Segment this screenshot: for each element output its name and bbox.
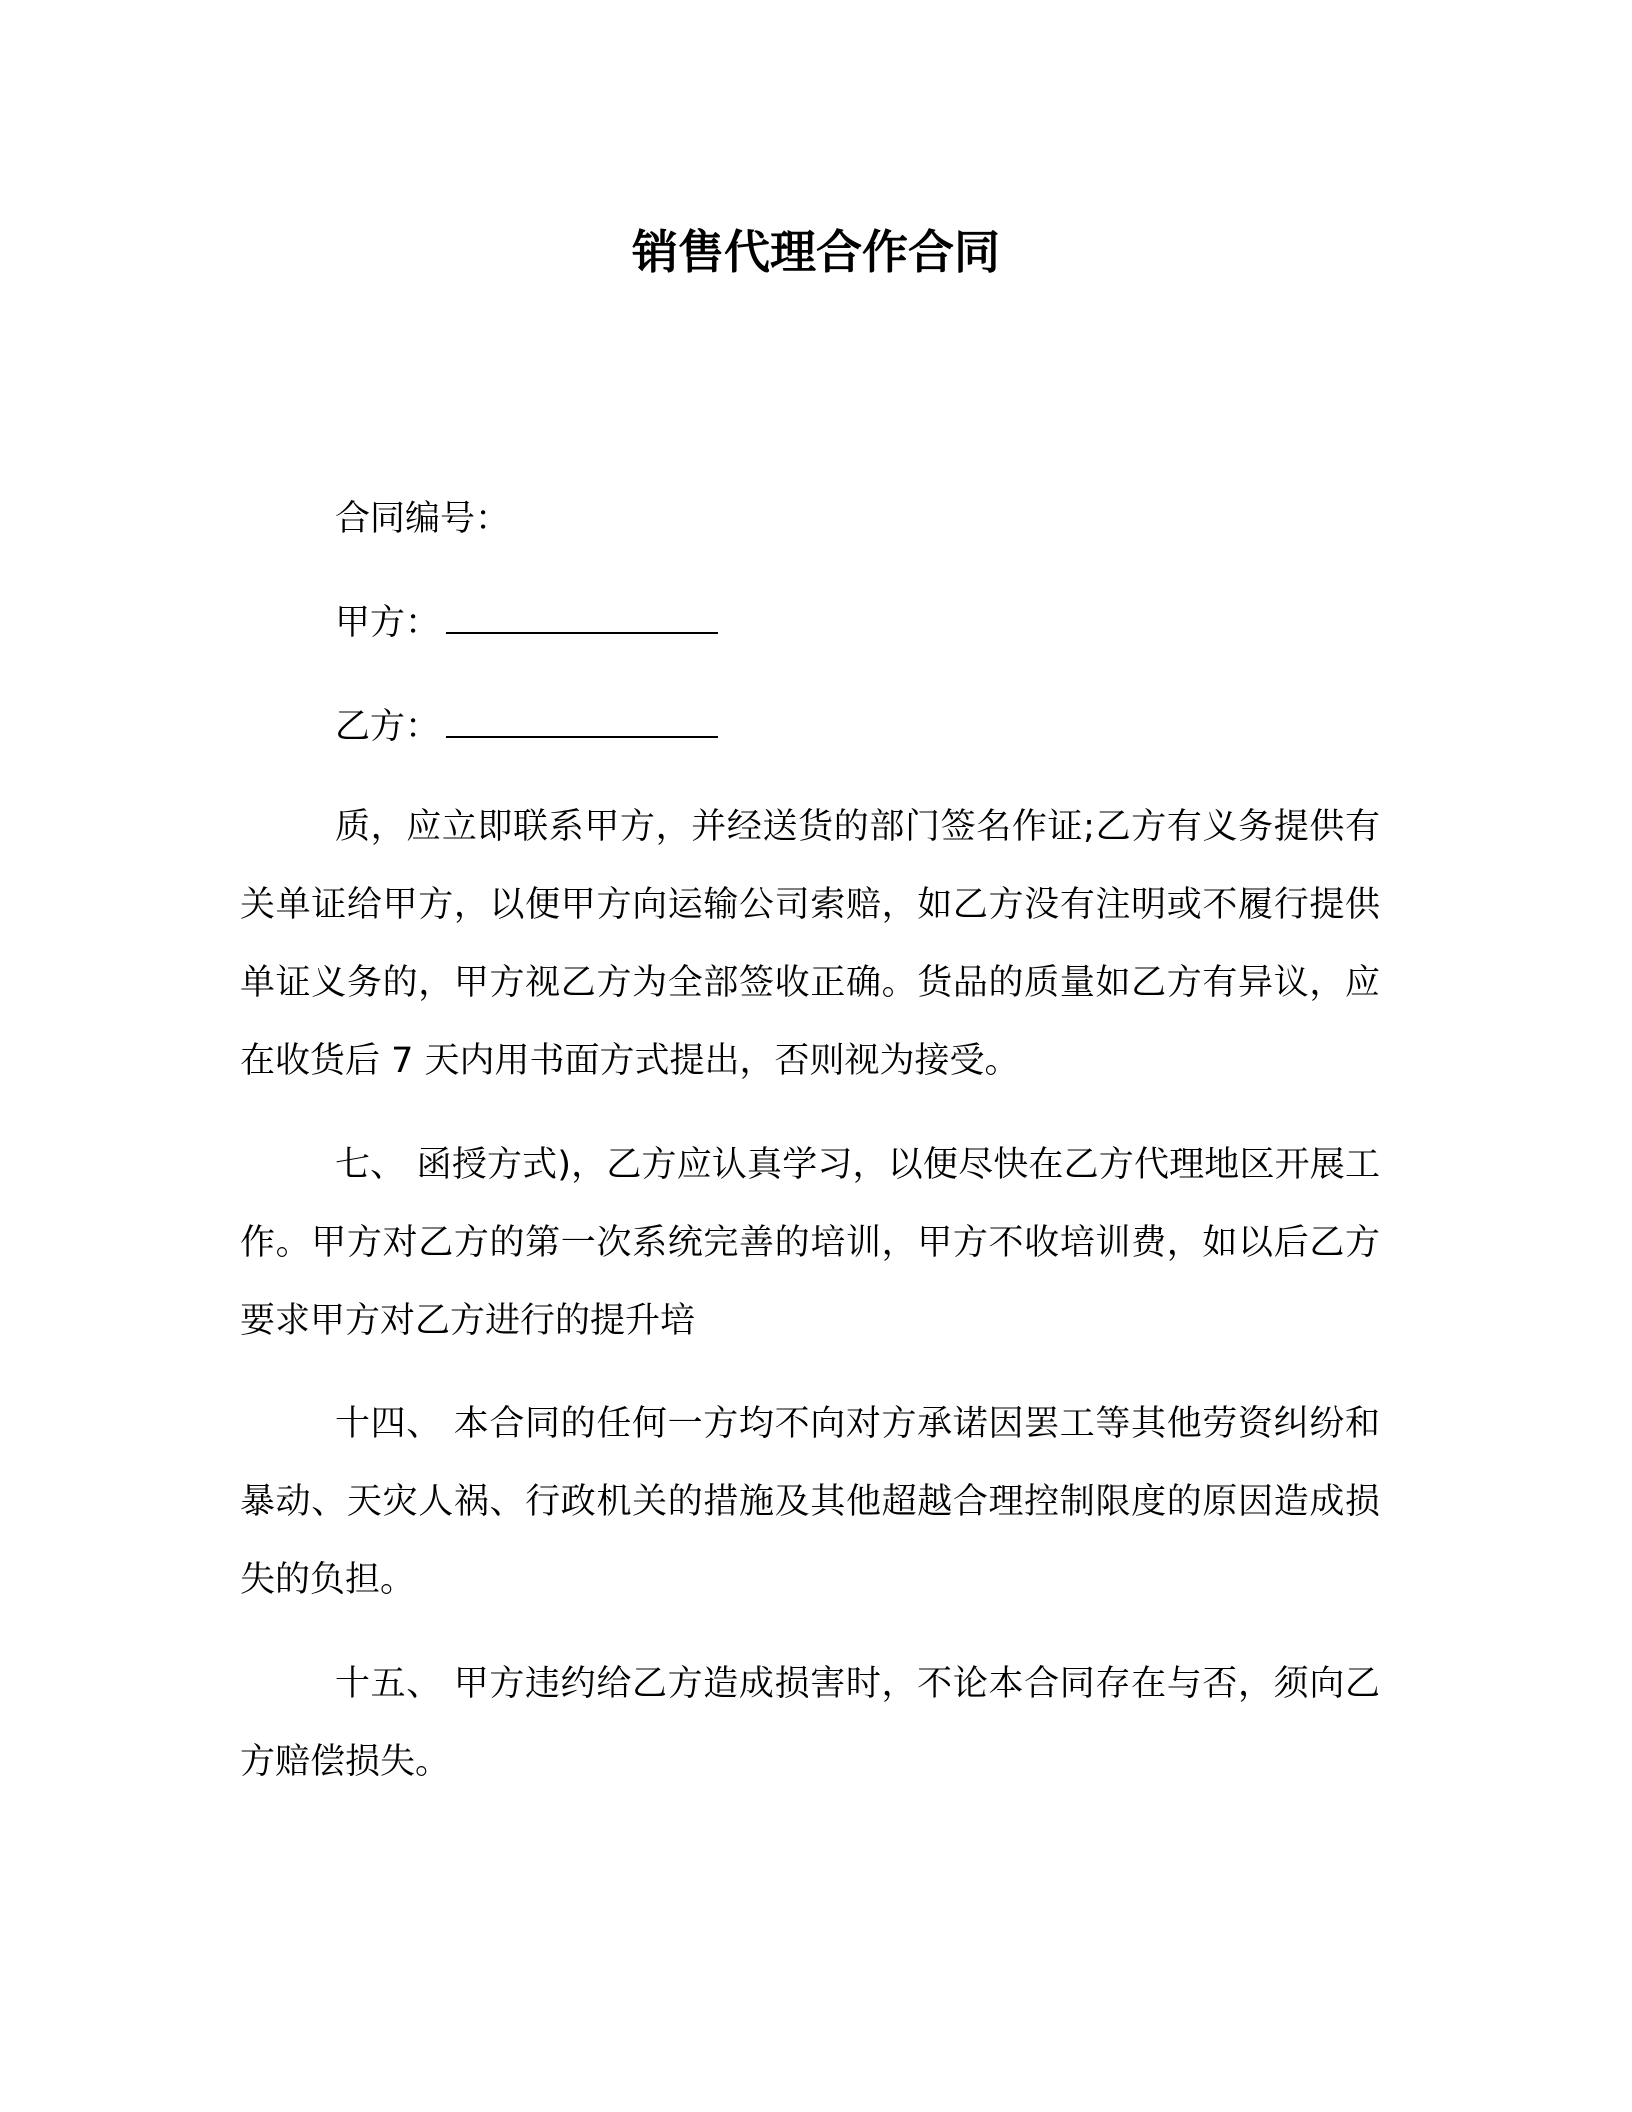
paragraph-clause-fourteen: 十四、 本合同的任何一方均不向对方承诺因罢工等其他劳资纠纷和暴动、天灾人祸、行政机关的措施及其他超越合理控制限度的原因造成损失的负担。 (240, 1404, 1380, 1600)
party-a-label: 甲方： (335, 603, 441, 643)
contract-number-field (335, 494, 510, 544)
party-a-blank-line (446, 598, 718, 634)
party-b-blank-line (446, 702, 718, 738)
paragraph-clause-seven: 七、 函授方式)，乙方应认真学习，以便尽快在乙方代理地区开展工作。甲方对乙方的第一次系统完善的培训，甲方不收培训费，如以后乙方要求甲方对乙方进行的提升培 (240, 1145, 1380, 1341)
document-title: 销售代理合作合同 (632, 225, 1000, 279)
contract-number-label: 合同编号： (335, 499, 511, 539)
paragraph-clause-fifteen: 十五、 甲方违约给乙方造成损害时，不论本合同存在与否，须向乙方赔偿损失。 (240, 1664, 1380, 1782)
party-a-field (335, 598, 718, 648)
party-b-label: 乙方： (335, 707, 441, 747)
paragraph-goods-receipt: 质，应立即联系甲方，并经送货的部门签名作证;乙方有义务提供有关单证给甲方，以便甲方向运输公司索赔，如乙方没有注明或不履行提供单证义务的，甲方视乙方为全部签收正确。货品的质量如乙方有异议，应在收货后 7 天内用书面方式提出，否则视为接受。 (240, 807, 1380, 1081)
party-b-field (335, 702, 718, 752)
